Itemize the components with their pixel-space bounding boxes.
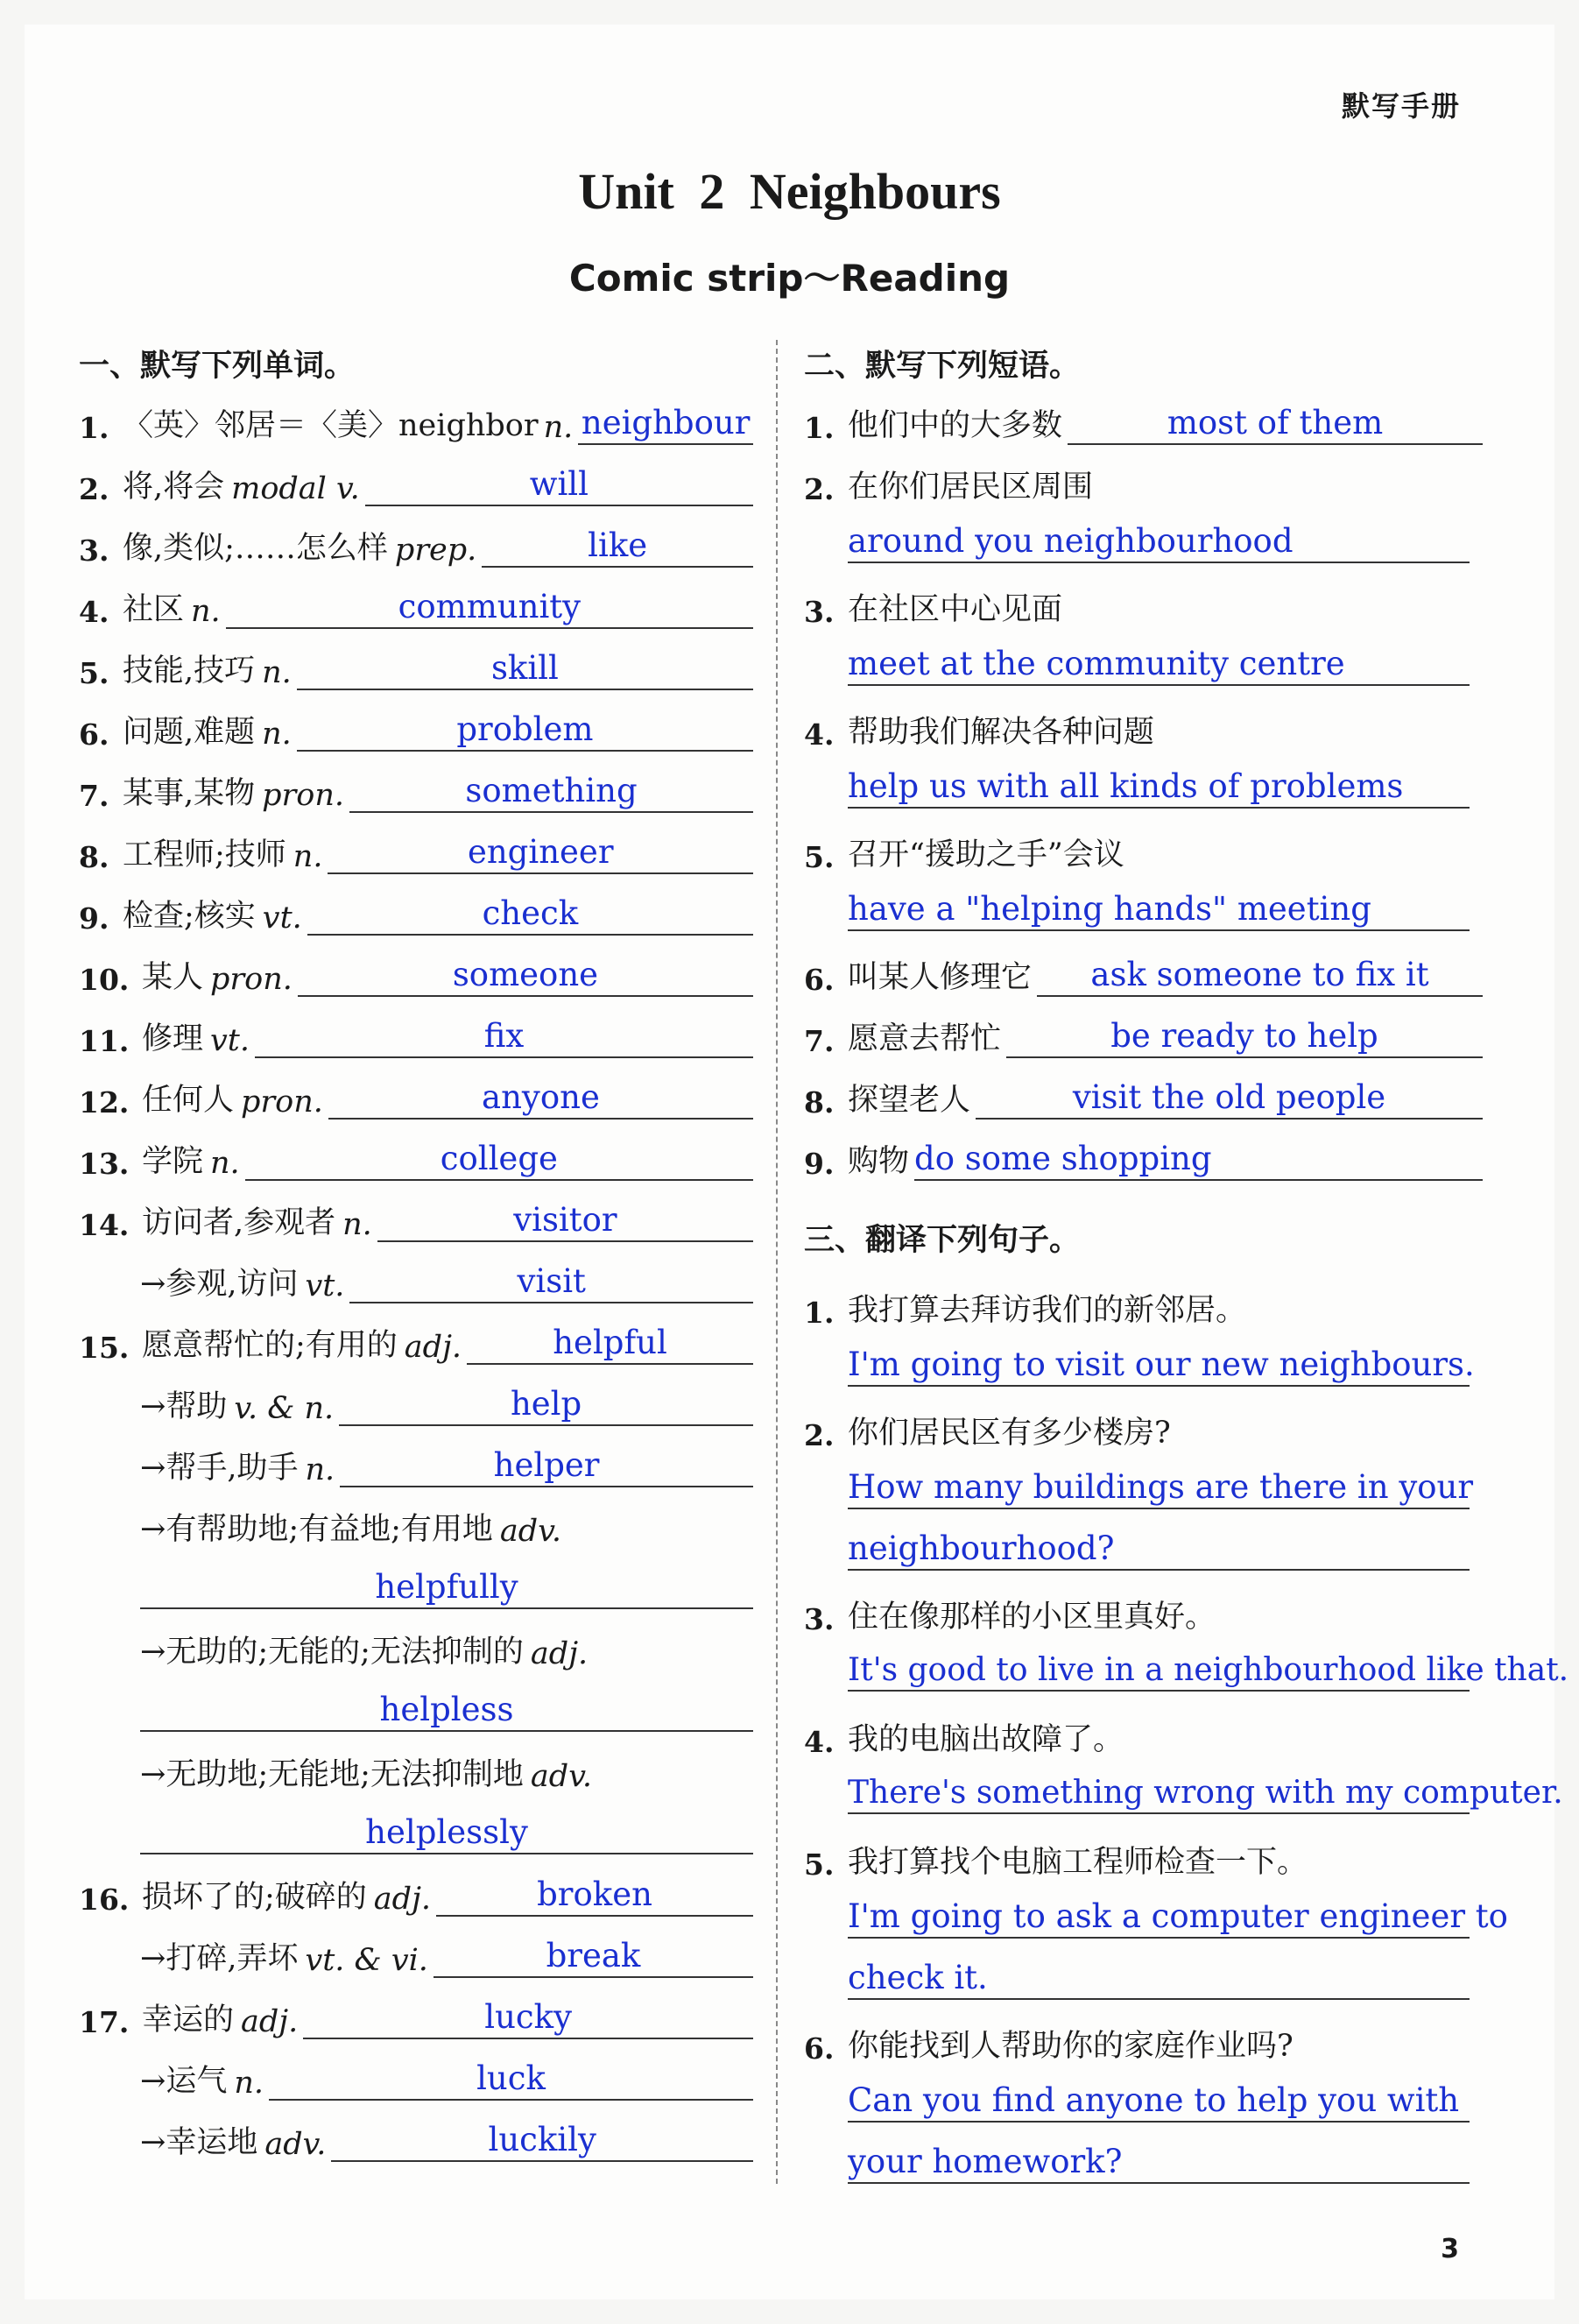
word-item: [79, 396, 753, 445]
answer-blank[interactable]: community: [226, 590, 753, 629]
item-pos: adj.: [404, 1330, 462, 1365]
item-number: 1.: [804, 411, 835, 445]
item-question: 愿意去帮忙: [848, 1021, 1002, 1056]
item-pos: vt.: [262, 901, 302, 936]
item-question: 探望老人: [848, 1083, 971, 1118]
item-question: 我打算找个电脑工程师检查一下。: [848, 1845, 1308, 1880]
answer-blank[interactable]: someone: [298, 957, 753, 997]
item-number: 6.: [804, 2031, 835, 2066]
phrase-item: [804, 703, 1483, 752]
answer-blank[interactable]: be ready to help: [1006, 1019, 1483, 1058]
item-pos: vt. & vi.: [305, 1943, 428, 1978]
answer-blank[interactable]: helpfully: [140, 1568, 753, 1609]
item-question: 像,类似;……怎么样: [123, 531, 388, 566]
answer-blank[interactable]: neighbour: [578, 406, 753, 445]
page-subtitle: Comic strip～Reading: [568, 257, 1011, 300]
sentence-item: [804, 1710, 1483, 1759]
phrase-item: [804, 396, 1483, 445]
item-question: 他们中的大多数: [848, 408, 1063, 443]
item-number: 5.: [804, 840, 835, 874]
answer-blank[interactable]: like: [482, 528, 753, 568]
word-item: [79, 1009, 753, 1058]
item-question: 在你们居民区周围: [848, 470, 1094, 505]
phrase-item: [804, 1132, 1483, 1181]
sentence-item: [804, 1833, 1483, 1882]
item-number: 12.: [79, 1085, 130, 1120]
item-question: 社区: [123, 592, 185, 627]
word-item: [79, 1070, 753, 1120]
word-item: [79, 887, 753, 936]
item-pos: vt.: [210, 1023, 250, 1058]
item-number: 8.: [804, 1085, 835, 1120]
answer-blank[interactable]: luck: [269, 2061, 753, 2101]
item-pos: v. & n.: [234, 1391, 335, 1426]
item-number: 16.: [79, 1883, 130, 1917]
word-item: [79, 1254, 753, 1303]
item-question: 修理: [142, 1021, 204, 1056]
phrase-item: [804, 457, 1483, 506]
item-pos: adj.: [373, 1882, 432, 1917]
item-question: 愿意帮忙的;有用的: [142, 1328, 398, 1363]
item-number: 2.: [804, 1418, 835, 1452]
page-number: 3: [1441, 2234, 1459, 2264]
word-item: [79, 1929, 753, 1978]
item-pos: adv.: [264, 2127, 327, 2162]
item-number: 3.: [804, 1602, 835, 1636]
answer-blank[interactable]: problem: [297, 712, 753, 752]
answer-blank[interactable]: will: [365, 467, 753, 506]
phrase-item: [804, 1070, 1483, 1120]
section-title: 三、翻译下列句子。: [804, 1223, 1081, 1258]
item-question: 技能,技巧: [123, 653, 256, 689]
item-pos: pron.: [210, 962, 293, 997]
item-pos: n.: [543, 410, 574, 445]
phrase-item: [804, 948, 1483, 997]
word-item: [79, 2113, 753, 2162]
item-number: 14.: [79, 1208, 130, 1242]
item-question: →运气: [140, 2064, 228, 2099]
item-question: 某人: [142, 960, 204, 995]
answer-blank[interactable]: most of them: [1068, 406, 1483, 445]
item-number: 15.: [79, 1331, 130, 1365]
item-question: 我的电脑出故障了。: [848, 1722, 1124, 1757]
item-number: 3.: [79, 533, 109, 568]
item-number: 5.: [804, 1847, 835, 1882]
item-number: 10.: [79, 963, 130, 997]
answer-blank[interactable]: lucky: [303, 2000, 753, 2039]
item-pos: n.: [262, 717, 292, 752]
answer-blank[interactable]: skill: [297, 651, 753, 690]
item-pos: adj.: [530, 1636, 589, 1671]
answer-blank[interactable]: break: [434, 1939, 753, 1978]
answer-blank[interactable]: ask someone to fix it: [1037, 957, 1483, 997]
answer-blank[interactable]: check it.: [848, 1959, 1470, 2000]
item-number: 17.: [79, 2005, 130, 2039]
item-number: 2.: [804, 472, 835, 506]
item-question: 将,将会: [123, 470, 225, 505]
answer-blank[interactable]: your homework?: [848, 2143, 1470, 2184]
item-pos: vt.: [305, 1268, 345, 1303]
section-title: 一、默写下列单词。: [79, 349, 356, 384]
item-question: 你能找到人帮助你的家庭作业吗?: [848, 2029, 1294, 2064]
item-question: 访问者,参观者: [142, 1205, 336, 1240]
answer-blank[interactable]: help us with all kinds of problems: [848, 767, 1470, 809]
answer-blank[interactable]: luckily: [331, 2123, 753, 2162]
answer-blank[interactable]: helplessly: [140, 1813, 753, 1854]
word-item: [79, 764, 753, 813]
answer-blank[interactable]: something: [349, 773, 753, 813]
word-item: [79, 641, 753, 690]
word-item: [79, 2052, 753, 2101]
word-item: [79, 1438, 753, 1487]
sentence-item: [804, 1281, 1483, 1330]
phrase-item: [804, 825, 1483, 874]
answer-blank[interactable]: There's something wrong with my computer.: [848, 1775, 1470, 1814]
item-question: 问题,难题: [123, 715, 256, 750]
item-question: 在社区中心见面: [848, 592, 1063, 627]
item-question: →打碎,弄坏: [140, 1941, 299, 1976]
item-question: →帮助: [140, 1389, 228, 1424]
item-question: 检查;核实: [123, 899, 256, 934]
item-question: 叫某人修理它: [848, 960, 1033, 995]
item-pos: n.: [210, 1146, 240, 1181]
word-item: [79, 1745, 753, 1794]
answer-blank[interactable]: around you neighbourhood: [848, 522, 1470, 563]
word-item: [79, 1622, 753, 1671]
item-pos: adv.: [499, 1514, 561, 1549]
answer-blank[interactable]: visit the old people: [976, 1080, 1483, 1120]
item-question: 某事,某物: [123, 776, 256, 811]
item-number: 6.: [79, 717, 109, 752]
answer-blank[interactable]: engineer: [328, 835, 753, 874]
word-item: [79, 1132, 753, 1181]
answer-blank[interactable]: college: [245, 1141, 753, 1181]
answer-blank[interactable]: anyone: [328, 1080, 753, 1120]
item-pos: adj.: [241, 2004, 299, 2039]
sentence-item: [804, 2017, 1483, 2066]
item-question: 你们居民区有多少楼房?: [848, 1416, 1171, 1451]
item-number: 4.: [804, 1725, 835, 1759]
word-item: [79, 519, 753, 568]
item-number: 9.: [79, 901, 109, 936]
answer-blank[interactable]: fix: [255, 1019, 753, 1058]
item-pos: adv.: [530, 1759, 592, 1794]
item-pos: n.: [262, 655, 292, 690]
word-item: [79, 1990, 753, 2039]
item-question: 任何人: [142, 1083, 235, 1118]
item-number: 6.: [804, 963, 835, 997]
word-item: [79, 1500, 753, 1549]
item-pos: modal v.: [231, 471, 360, 506]
answer-blank[interactable]: Can you find anyone to help you with: [848, 2081, 1470, 2123]
item-pos: prep.: [394, 533, 477, 568]
item-number: 3.: [804, 595, 835, 629]
item-question: →帮手,助手: [140, 1451, 299, 1486]
item-pos: n.: [234, 2066, 264, 2101]
header-label: 默写手册: [1341, 89, 1461, 123]
item-number: 2.: [79, 472, 109, 506]
item-number: 5.: [79, 656, 109, 690]
answer-blank[interactable]: visitor: [377, 1203, 753, 1242]
word-item: [79, 1316, 753, 1365]
answer-blank[interactable]: broken: [436, 1877, 753, 1917]
word-item: [79, 948, 753, 997]
word-item: [79, 1193, 753, 1242]
item-number: 7.: [804, 1024, 835, 1058]
answer-blank[interactable]: check: [307, 896, 753, 936]
item-question: 召开“援助之手”会议: [848, 837, 1124, 872]
item-question: 〈英〉邻居＝〈美〉neighbor: [123, 408, 539, 443]
word-item: [79, 1868, 753, 1917]
word-item: [79, 703, 753, 752]
answer-blank[interactable]: have a "helping hands" meeting: [848, 890, 1470, 931]
page-title: Unit 2 Neighbours: [578, 163, 1001, 220]
word-item: [79, 580, 753, 629]
item-number: 8.: [79, 840, 109, 874]
item-question: →幸运地: [140, 2125, 258, 2160]
item-pos: n.: [191, 594, 221, 629]
sentence-item: [804, 1587, 1483, 1636]
item-question: 购物: [848, 1144, 910, 1179]
item-question: →参观,访问: [140, 1267, 299, 1302]
answer-blank[interactable]: visit: [349, 1264, 753, 1303]
item-question: 帮助我们解决各种问题: [848, 715, 1155, 750]
item-pos: pron.: [241, 1084, 323, 1120]
phrase-item: [804, 580, 1483, 629]
item-question: 损坏了的;破碎的: [142, 1880, 367, 1915]
item-number: 7.: [79, 779, 109, 813]
word-item: [79, 457, 753, 506]
answer-blank[interactable]: How many buildings are there in your: [848, 1468, 1470, 1509]
item-question: →无助的;无能的;无法抑制的: [140, 1635, 524, 1670]
answer-blank[interactable]: neighbourhood?: [848, 1529, 1470, 1571]
column-divider: [776, 340, 778, 2184]
item-question: →无助地;无能地;无法抑制地: [140, 1757, 524, 1792]
item-question: 学院: [142, 1144, 204, 1179]
item-pos: pron.: [262, 778, 345, 813]
item-number: 13.: [79, 1147, 130, 1181]
answer-blank[interactable]: do some shopping: [914, 1141, 1483, 1181]
item-pos: n.: [305, 1452, 335, 1487]
phrase-item: [804, 1009, 1483, 1058]
item-question: 工程师;技师: [123, 837, 286, 872]
item-number: 11.: [79, 1024, 130, 1058]
item-number: 4.: [804, 717, 835, 752]
item-question: →有帮助地;有益地;有用地: [140, 1512, 493, 1547]
item-number: 9.: [804, 1147, 835, 1181]
answer-blank[interactable]: helpful: [467, 1325, 753, 1365]
answer-blank[interactable]: meet at the community centre: [848, 645, 1470, 686]
section-title: 二、默写下列短语。: [804, 349, 1081, 384]
answer-blank[interactable]: I'm going to visit our new neighbours.: [848, 1346, 1470, 1387]
sentence-item: [804, 1403, 1483, 1452]
word-item: [79, 1377, 753, 1426]
answer-blank[interactable]: help: [339, 1387, 753, 1426]
answer-blank[interactable]: I'm going to ask a computer engineer to: [848, 1897, 1470, 1939]
item-question: 住在像那样的小区里真好。: [848, 1600, 1216, 1635]
item-number: 4.: [79, 595, 109, 629]
answer-blank[interactable]: helper: [340, 1448, 753, 1487]
answer-blank[interactable]: It's good to live in a neighbourhood like that.: [848, 1652, 1470, 1692]
item-pos: n.: [293, 839, 323, 874]
item-number: 1.: [804, 1296, 835, 1330]
item-number: 1.: [79, 411, 109, 445]
item-question: 我打算去拜访我们的新邻居。: [848, 1293, 1247, 1328]
answer-blank[interactable]: helpless: [140, 1691, 753, 1732]
item-question: 幸运的: [142, 2003, 235, 2038]
word-item: [79, 825, 753, 874]
item-pos: n.: [342, 1207, 372, 1242]
